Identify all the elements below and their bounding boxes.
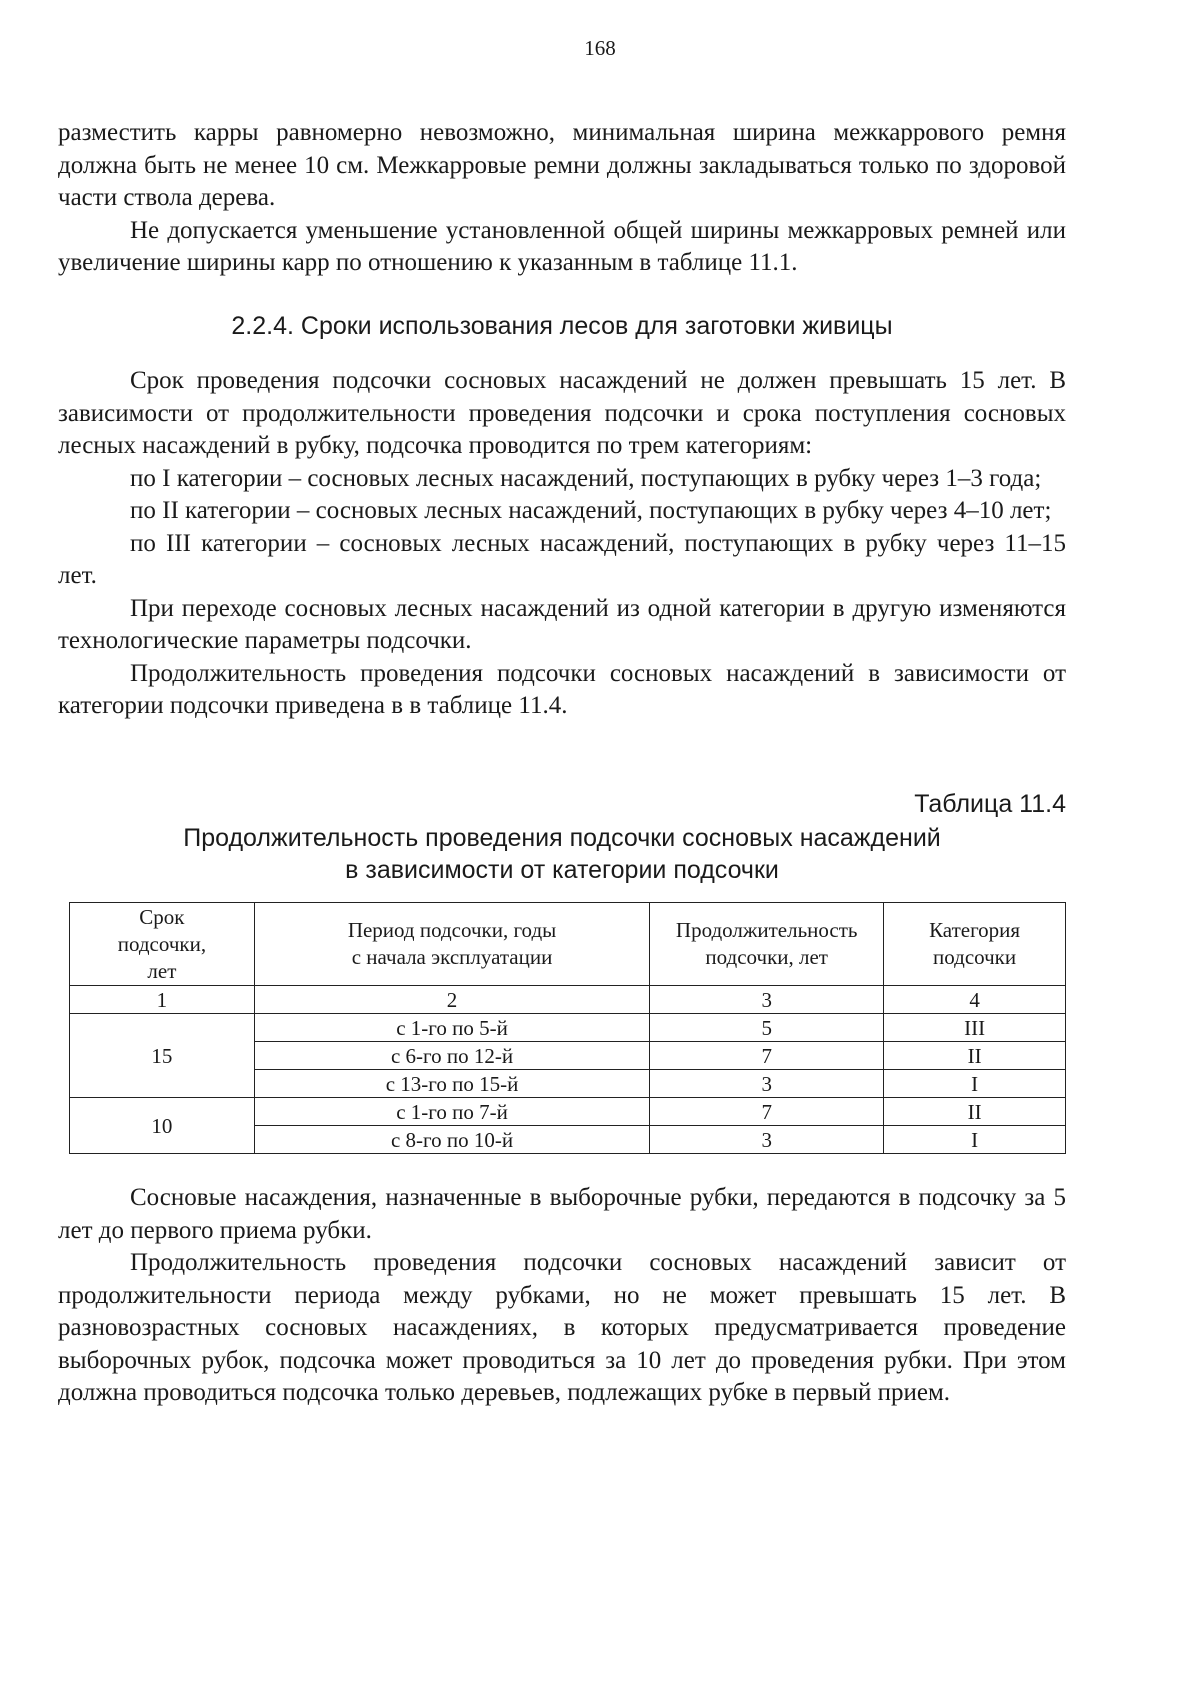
paragraph: Не допускается уменьшение установленной общей ширины межкарровых ремней или увеличение ширины карр по отношению к указанным в таблице 11.1. xyxy=(58,216,1066,276)
paragraph: Продолжительность проведения подсочки сосновых насаждений в зависимости от категории подсочки приведена в в таблице 11.4. xyxy=(58,659,1066,719)
period-cell: с 6-го по 12-й xyxy=(254,1042,649,1070)
duration-cell: 3 xyxy=(650,1126,884,1154)
table-row xyxy=(70,1098,1066,1126)
column-number: 3 xyxy=(650,986,884,1014)
table-row xyxy=(70,1014,1066,1042)
paragraph: Сосновые насаждения, назначенные в выборочные рубки, передаются в подсочку за 5 лет до первого приема рубки. xyxy=(58,1184,1066,1244)
period-cell: с 1-го по 7-й xyxy=(254,1098,649,1126)
term-cell: 15 xyxy=(70,1014,255,1098)
column-number: 2 xyxy=(254,986,649,1014)
table-title-line: Продолжительность проведения подсочки сосновых насаждений xyxy=(183,824,941,852)
paragraph: При переходе сосновых лесных насаждений из одной категории в другую изменяются технологические параметры подсочки. xyxy=(58,594,1066,654)
table-column-numbers xyxy=(70,986,1066,1014)
table-title-line: в зависимости от категории подсочки xyxy=(345,856,779,884)
paragraph: разместить карры равномерно невозможно, минимальная ширина межкаррового ремня должна быть не менее 10 см. Межкарровые ремни должны закладываться только по здоровой части ствола дерева. xyxy=(58,119,1066,211)
column-number: 4 xyxy=(884,986,1066,1014)
paragraph: по II категории – сосновых лесных насаждений, поступающих в рубку через 4–10 лет; xyxy=(130,497,1052,524)
section-title: 2.2.4. Сроки использования лесов для заготовки живицы xyxy=(231,312,893,340)
duration-cell: 7 xyxy=(650,1098,884,1126)
header-term: Срок подсочки, лет xyxy=(70,903,255,986)
header-period: Период подсочки, годы с начала эксплуатации xyxy=(254,903,649,986)
page-number: 168 xyxy=(584,36,616,60)
column-number: 1 xyxy=(70,986,255,1014)
table-title xyxy=(58,822,1066,886)
harvest-table xyxy=(69,902,1066,1154)
paragraph: по III категории – сосновых лесных насаждений, поступающих в рубку через 11–15 лет. xyxy=(58,529,1066,589)
category-cell: II xyxy=(884,1042,1066,1070)
category-cell: II xyxy=(884,1098,1066,1126)
period-cell: с 1-го по 5-й xyxy=(254,1014,649,1042)
duration-cell: 3 xyxy=(650,1070,884,1098)
table-label: Таблица 11.4 xyxy=(914,790,1066,818)
period-cell: с 8-го по 10-й xyxy=(254,1126,649,1154)
period-cell: с 13-го по 15-й xyxy=(254,1070,649,1098)
category-cell: I xyxy=(884,1070,1066,1098)
paragraphs-bottom xyxy=(58,1182,1066,1410)
paragraph: Продолжительность проведения подсочки сосновых насаждений зависит от продолжительности периода между рубками, но не может превышать 15 лет. В разновозрастных сосновых насаждениях, в которых предусматривается проведение выборочных рубок, подсочка может проводиться за 10 лет до проведения рубки. При этом должна проводиться подсочка только деревьев, подлежащих рубке в первый прием. xyxy=(58,1249,1066,1406)
category-cell: I xyxy=(884,1126,1066,1154)
paragraph: по I категории – сосновых лесных насаждений, поступающих в рубку через 1–3 года; xyxy=(130,464,1042,492)
table-header-row xyxy=(70,903,1066,986)
header-category: Категория подсочки xyxy=(884,903,1066,986)
header-duration: Продолжительность подсочки, лет xyxy=(650,903,884,986)
paragraphs-middle xyxy=(58,365,1066,723)
paragraphs-top xyxy=(58,117,1066,280)
category-cell: III xyxy=(884,1014,1066,1042)
paragraph: Срок проведения подсочки сосновых насаждений не должен превышать 15 лет. В зависимости от продолжительности проведения подсочки и срока поступления сосновых лесных насаждений в рубку, подсочка проводится по трем категориям: xyxy=(58,367,1066,459)
duration-cell: 7 xyxy=(650,1042,884,1070)
duration-cell: 5 xyxy=(650,1014,884,1042)
term-cell: 10 xyxy=(70,1098,255,1154)
